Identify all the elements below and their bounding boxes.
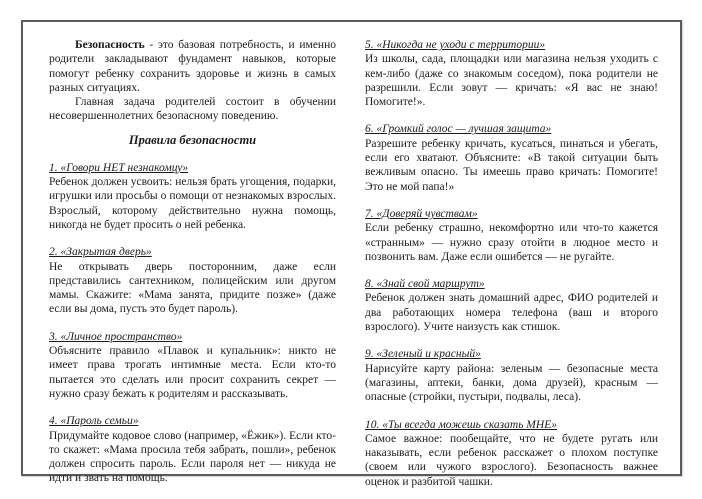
intro-paragraph-1 (49, 38, 336, 95)
rule-section-8 (365, 277, 658, 334)
rule-title-8: 8. «Знай свой маршрут» (365, 278, 485, 291)
rule-body-7: Если ребенку страшно, некомфортно или что-то кажется «странным» — нужно сразу отойти в людное место и позвонить вам. Даже если ошибется — не ругайте. (365, 222, 658, 263)
rule-title-4: 4. «Пароль семьи» (49, 415, 139, 428)
rule-title-6: 6. «Громкий голос — лучшая защита» (365, 123, 552, 136)
left-column (49, 38, 336, 489)
rule-body-4: Придумайте кодовое слово (например, «Ёжик»). Если кто-то скажет: «Мама просила тебя забрать, пошли», ребенок должен спросить пароль. Если пароля нет — никуда не идти и звать на помощь. (49, 429, 336, 485)
rule-section-7 (365, 207, 658, 264)
rule-title-3: 3. «Личное пространство» (49, 330, 183, 343)
intro-paragraph-2: Главная задача родителей состоит в обучении несовершеннолетних безопасному поведению. (49, 96, 336, 123)
rule-body-8: Ребенок должен знать домашний адрес, ФИО родителей и два работающих номера телефона (ваш и второго взрослого). Учите наизусть как стишок. (365, 292, 658, 334)
rule-body-5: Из школы, сада, площадки или магазина нельзя уходить с кем-либо (даже со знакомым соседом), пока родители не разрешили. Если зовут — кричать: «Я вас не знаю! Помогите!». (365, 53, 658, 109)
rules-heading: Правила безопасности (128, 132, 257, 147)
rule-section-2 (49, 245, 336, 316)
rule-title-7: 7. «Доверяй чувствам» (365, 207, 478, 220)
page-border-frame (21, 20, 682, 488)
rule-title-1: 1. «Говори НЕТ незнакомцу» (49, 161, 189, 174)
rule-body-9: Нарисуйте карту района: зеленым — безопасные места (магазины, аптеки, банки, дома друзей), красным — опасные (стройки, пустыри, подвалы, леса). (365, 362, 658, 404)
rule-section-9 (365, 347, 658, 404)
document-content (23, 22, 680, 499)
right-column (365, 38, 658, 489)
rule-body-6: Разрешите ребенку кричать, кусаться, пинаться и убегать, если его хватают. Объясните: «В такой ситуации быть вежливым опасно. Ты имеешь право кричать: Помогите! Это не мой папа!» (365, 137, 658, 193)
rule-title-10: 10. «Ты всегда можешь сказать МНЕ» (365, 418, 557, 431)
intro-lead-word: Безопасность (75, 39, 145, 51)
rule-title-9: 9. «Зеленый и красный» (365, 348, 481, 361)
rule-section-4 (49, 414, 336, 485)
rule-body-3: Объясните правило «Плавок и купальник»: никто не имеет права трогать интимные места. Если кто-то пытается это сделать или просит сохранить секрет — нужно сразу бежать к родителям и рассказывать. (49, 345, 336, 400)
rule-section-10 (365, 418, 658, 489)
rule-title-5: 5. «Никогда не уходи с территории» (365, 39, 546, 51)
intro-paragraph-1-text: - это базовая потребность, и именно родители закладывают фундамент навыков, которые помогут ребенку сохранить здоровье и жизнь в самых разных ситуациях. (49, 39, 336, 94)
rule-section-3 (49, 330, 336, 401)
rule-title-2: 2. «Закрытая дверь» (49, 246, 152, 259)
rule-section-6 (365, 122, 658, 193)
rule-section-1 (49, 161, 336, 232)
rule-body-10: Самое важное: пообещайте, что не будете ругать или наказывать, если ребенок расскажет о плохом поступке (своем или чужого взрослого). Безопасность важнее оценок и разбитой чашки. (365, 432, 658, 488)
rule-body-2: Не открывать дверь посторонним, даже если представились сантехником, полицейским или другом мамы. Скажите: «Мама занята, придите позже» (даже если вы дома, пусть это будет пароль). (49, 260, 336, 316)
rule-section-5 (365, 38, 658, 109)
rule-body-1: Ребенок должен усвоить: нельзя брать угощения, подарки, игрушки или просьбы о помощи от незнакомых взрослых. Взрослый, которому действительно нужна помощь, никогда не будет просить о ней ребенка. (49, 176, 336, 231)
